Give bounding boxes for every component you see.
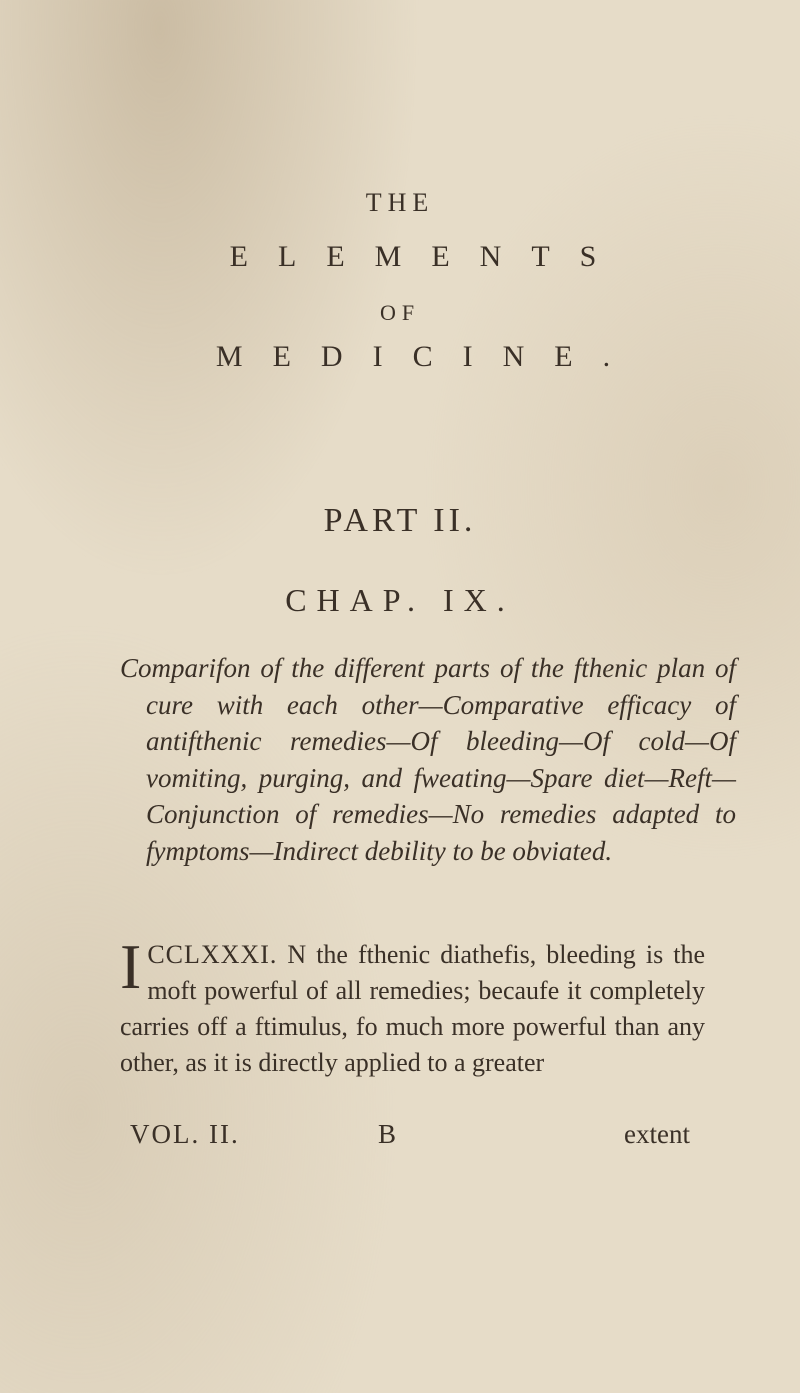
title-medicine: MEDICINE. <box>215 340 641 373</box>
chapter-heading: CHAP. IX. <box>285 582 515 618</box>
drop-cap: I <box>120 931 142 1002</box>
title-of: OF <box>379 300 421 325</box>
catchword: extent <box>624 1119 690 1149</box>
page-footer <box>130 1119 690 1155</box>
running-title-the: THE <box>365 188 435 217</box>
signature-mark: B <box>378 1119 397 1149</box>
title-elements: ELEMENTS <box>229 240 627 273</box>
volume-mark: VOL. II. <box>130 1119 240 1149</box>
section-number: CCLXXXI. <box>147 940 278 969</box>
paragraph-text: N the fthenic diathefis, bleeding is the moft powerful of all remedies; becaufe it completely carries off a ftimulus, fo much more powerful than any other, as it is directly applied to a greater <box>120 940 705 1077</box>
body-paragraph <box>120 931 705 1081</box>
part-heading: PART II. <box>323 502 477 539</box>
chapter-summary: Comparifon of the different parts of the fthenic plan of cure with each other—Comparative efficacy of antifthenic remedies—Of bleeding—Of cold—Of vomiting, purging, and fweating—Spare diet—Reft—Conjunction of remedies—No remedies adapted to fymptoms—Indirect debility to be obviated. <box>120 653 736 866</box>
